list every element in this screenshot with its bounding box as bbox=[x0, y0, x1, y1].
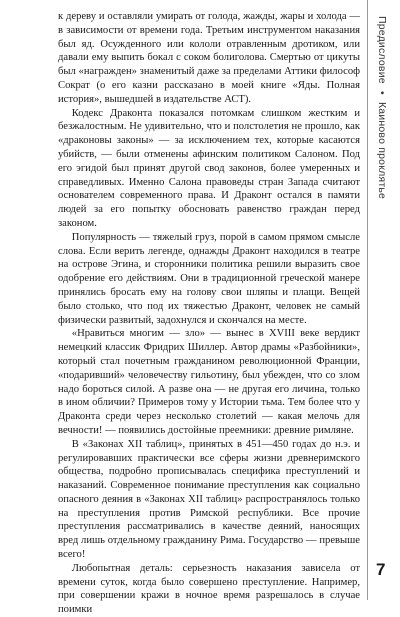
running-head-section: Предисловие bbox=[376, 16, 388, 84]
running-head-chapter: Каиново проклятье bbox=[376, 101, 388, 200]
paragraph: к дереву и оставляли умирать от голода, жажды, жары и холода — в зависимости от времени года. Третьим инструментом наказания был яд. Осужденного или кололи отравленным дротиком, или давали ему выпить бокал с соком болиголова. Смертью от цикуты был «награжден» знаменитый даже за пределами Аттики философ Сократ (о его казни рассказано в моей книге «Яды. Полная история», вышедшей в издательстве АСТ). bbox=[58, 11, 360, 105]
running-head-separator: • bbox=[376, 90, 388, 95]
paragraph: Популярность — тяжелый груз, порой в самом прямом смысле слова. Если верить легенде, однажды Драконт находился в театре на острове Эгина, и сторонники политика решили выразить свое одобрение его действиям. Они в традиционной греческой манере принялись бросать ему на голову свои шляпы и плащи. Вещей было столько, что под их тяжестью Драконт, человек не самый физически развитый, задохнулся и скончался на месте. bbox=[58, 231, 360, 326]
page-number: 7 bbox=[376, 560, 386, 579]
paragraph: Любопытная деталь: серьезность наказания зависела от времени суток, когда было совершено преступление. Например, при совершении кражи в ночное время разрешалось в случае поимки bbox=[58, 562, 360, 616]
running-head bbox=[376, 16, 388, 199]
paragraph: «Нравиться многим — зло» — вынес в XVIII веке вердикт немецкий классик Фридрих Шиллер. Автор драмы «Разбойники», который стал почетным гражданином революционной Франции, «подаривший» человечеству гильотину, был убежден, что со злом надо бороться силой. А разве она — не другая его личина, только в ином обличии? Примеров тому у Истории тьма. Тем более что у Драконта среди через несколько столетий — какая мелочь для вечности! — появились достойные преемники: древние римляне. bbox=[58, 328, 360, 436]
paragraph: В «Законах XII таблиц», принятых в 451—450 годах до н.э. и регулировавших практически все сферы жизни древнеримского общества, подробно прописывалась специфика преступлений и наказаний. Современное понимание преступления как социально опасного деяния в «Законах XII таблиц» распространялось только на преступления против Римской республики. Все прочие преступления рассматривались в качестве деяний, наносящих вред лишь отдельному гражданину Рима. Государство — превыше всего! bbox=[58, 438, 360, 561]
paragraph: Кодекс Драконта показался потомкам слишком жестким и безжалостным. Не удивительно, что и полстолетия не прошло, как «драконовы законы» — за исключением тех, которые касаются убийств, — были отменены афинским политиком Салоном. Под его эгидой был принят другой свод законов, более умеренных и справедливых. Именно Салона правоведы стран Запада считают основателем современного права. И Драконт остался в памяти людей за его попытку обосновать равенство граждан перед законом. bbox=[58, 107, 360, 229]
body-text bbox=[58, 10, 360, 617]
page-margin-sidebar bbox=[367, 0, 400, 600]
